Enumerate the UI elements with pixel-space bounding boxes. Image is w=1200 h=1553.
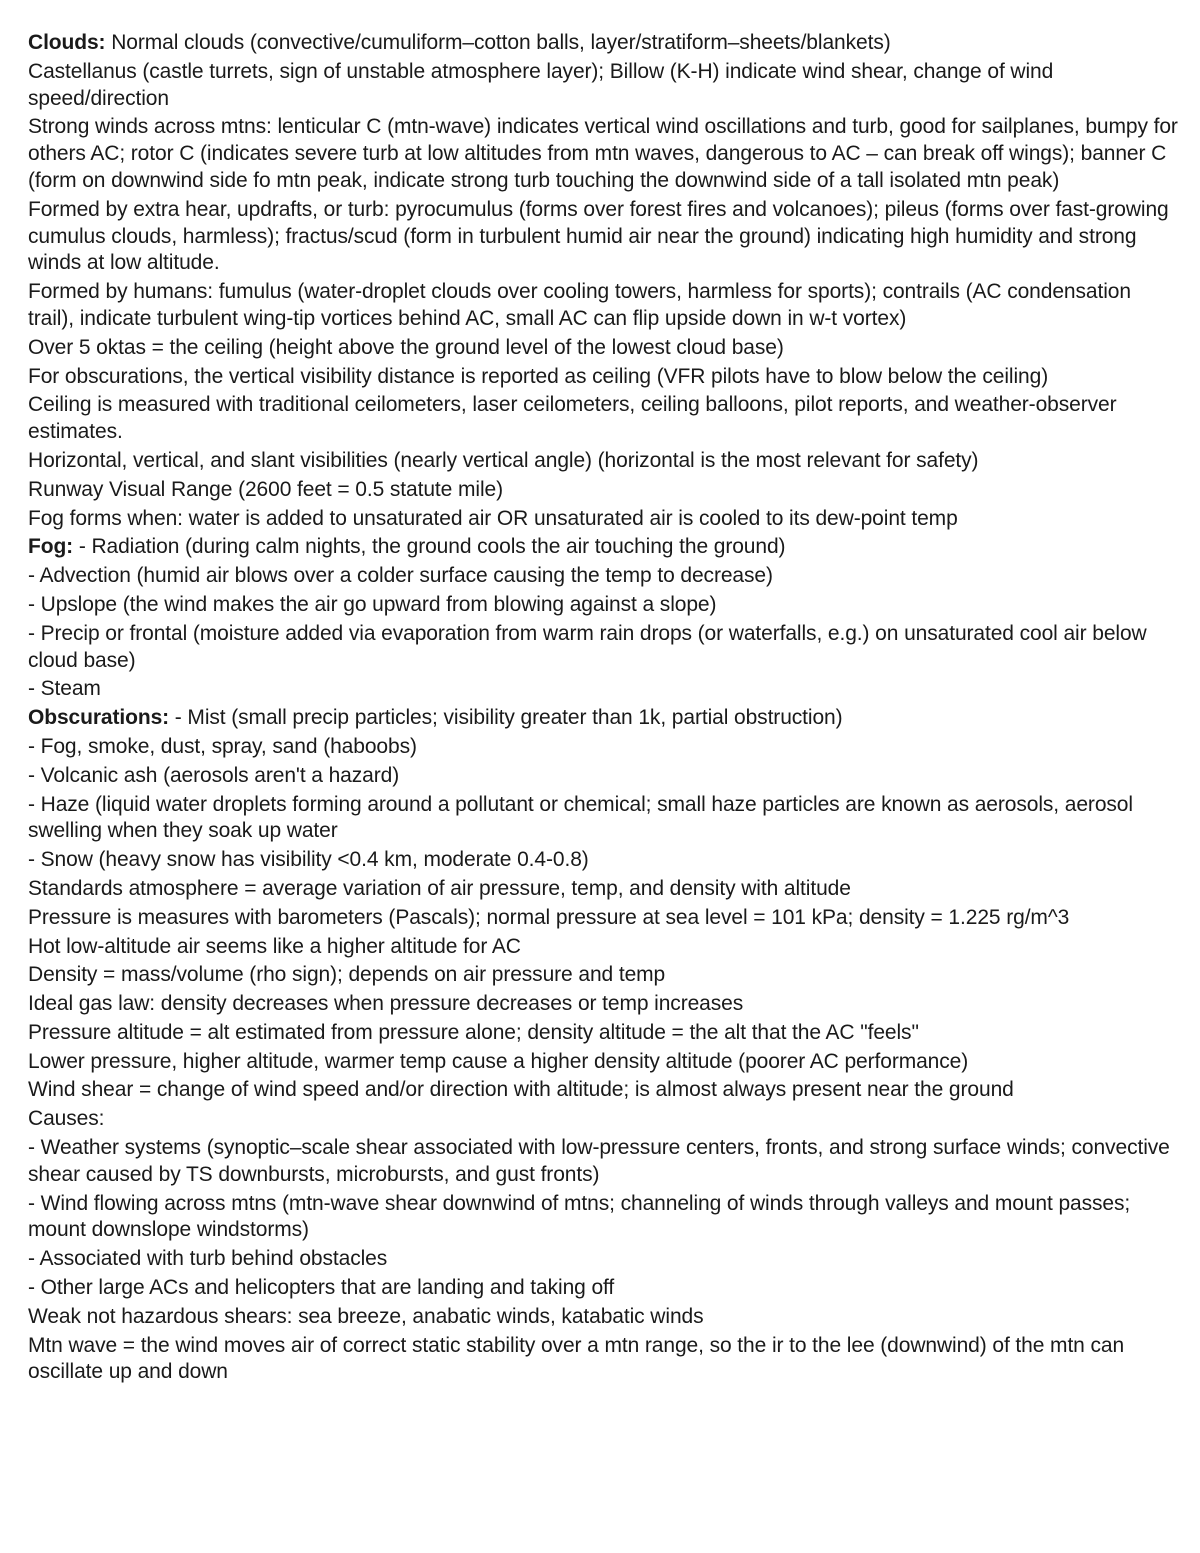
paragraph-text: - Wind flowing across mtns (mtn-wave shear downwind of mtns; channeling of winds through valleys and mount passes; mount downslope windstorms) bbox=[28, 1191, 1131, 1242]
paragraph-text: Standards atmosphere = average variation of air pressure, temp, and density with altitude bbox=[28, 876, 851, 900]
paragraph-text: Lower pressure, higher altitude, warmer temp cause a higher density altitude (poorer AC performance) bbox=[28, 1049, 969, 1073]
list-item bbox=[28, 847, 1178, 874]
paragraph-weak-shears bbox=[28, 1304, 1178, 1331]
paragraph-lower-pressure bbox=[28, 1049, 1178, 1076]
paragraph-text: Mtn wave = the wind moves air of correct static stability over a mtn range, so the ir to the lee (downwind) of the mtn can oscillate up and down bbox=[28, 1333, 1125, 1384]
paragraph-text: Pressure altitude = alt estimated from pressure alone; density altitude = the alt that the AC "feels" bbox=[28, 1020, 919, 1044]
section-label-clouds: Clouds: bbox=[28, 31, 106, 54]
paragraph-text: Fog forms when: water is added to unsaturated air OR unsaturated air is cooled to its dew-point temp bbox=[28, 506, 958, 530]
paragraph-text: - Upslope (the wind makes the air go upward from blowing against a slope) bbox=[28, 592, 717, 616]
paragraph-fog bbox=[28, 534, 1178, 561]
paragraph-text: Formed by humans: fumulus (water-droplet clouds over cooling towers, harmless for sports); contrails (AC condensation trail), indicate turbulent wing-tip vortices behind AC, small AC can flip upside down in w-t vortex) bbox=[28, 280, 1131, 330]
paragraph-text: Formed by extra hear, updrafts, or turb: pyrocumulus (forms over forest fires and volcanoes); pileus (forms over fast-growing cumulus clouds, harmless); fractus/scud (form in turbulent humid air near the ground) indicating high humidity and strong winds at low altitude. bbox=[28, 197, 1169, 275]
paragraph-text: Strong winds across mtns: lenticular C (mtn-wave) indicates vertical wind oscillations and turb, good for sailplanes, bumpy for others AC; rotor C (indicates severe turb at low altitudes from mtn waves, dangerous to AC – can break off wings); banner C (form on downwind side fo mtn peak, indicate strong turb touching the downwind side of a tall isolated mtn peak) bbox=[28, 115, 1178, 192]
list-item bbox=[28, 592, 1178, 619]
paragraph-wind-shear bbox=[28, 1077, 1178, 1104]
paragraph-visibilities bbox=[28, 448, 1178, 475]
paragraph-text: Weak not hazardous shears: sea breeze, anabatic winds, katabatic winds bbox=[28, 1304, 704, 1328]
paragraph-text: Wind shear = change of wind speed and/or direction with altitude; is almost always present near the ground bbox=[28, 1078, 1014, 1102]
list-item bbox=[28, 792, 1178, 846]
paragraph-ideal-gas bbox=[28, 991, 1178, 1018]
paragraph-extra-heat bbox=[28, 197, 1178, 277]
paragraph-causes bbox=[28, 1106, 1178, 1133]
paragraph-text: - Fog, smoke, dust, spray, sand (haboobs) bbox=[28, 734, 417, 758]
paragraph-obscurations bbox=[28, 705, 1178, 732]
document-body bbox=[28, 30, 1178, 1388]
paragraph-text: Ideal gas law: density decreases when pressure decreases or temp increases bbox=[28, 992, 744, 1016]
paragraph-density bbox=[28, 962, 1178, 989]
paragraph-text: - Other large ACs and helicopters that are landing and taking off bbox=[28, 1276, 615, 1300]
section-label-fog: Fog: bbox=[28, 535, 74, 559]
list-item bbox=[28, 621, 1178, 675]
paragraph-text: Pressure is measures with barometers (Pascals); normal pressure at sea level = 101 kPa; density = 1.225 rg/m^3 bbox=[28, 905, 1070, 929]
paragraph-obscurations-ceiling bbox=[28, 364, 1178, 391]
paragraph-text: - Advection (humid air blows over a colder surface causing the temp to decrease) bbox=[28, 564, 773, 588]
list-item bbox=[28, 734, 1178, 761]
paragraph-fog-forms bbox=[28, 506, 1178, 533]
list-item bbox=[28, 1275, 1178, 1302]
paragraph-text: - Associated with turb behind obstacles bbox=[28, 1247, 388, 1271]
paragraph-hot-air bbox=[28, 934, 1178, 961]
paragraph-text: - Steam bbox=[28, 677, 101, 701]
paragraph-mtn-wave bbox=[28, 1333, 1178, 1387]
paragraph-pressure-measured bbox=[28, 905, 1178, 932]
list-item bbox=[28, 676, 1178, 703]
list-item bbox=[28, 763, 1178, 790]
paragraph-text: - Weather systems (synoptic–scale shear associated with low-pressure centers, fronts, and strong surface winds; convective shear caused by TS downbursts, microbursts, and gust fronts) bbox=[28, 1136, 1170, 1186]
paragraph-text: Ceiling is measured with traditional ceilometers, laser ceilometers, ceiling balloons, pilot reports, and weather-observer estimates. bbox=[28, 393, 1117, 444]
paragraph-text: - Volcanic ash (aerosols aren't a hazard) bbox=[28, 763, 400, 787]
paragraph-text: For obscurations, the vertical visibility distance is reported as ceiling (VFR pilots have to blow below the ceiling) bbox=[28, 364, 1049, 388]
paragraph-text: - Precip or frontal (moisture added via evaporation from warm rain drops (or waterfalls, e.g.) on unsaturated cool air below cloud base) bbox=[28, 621, 1147, 672]
paragraph-text: Castellanus (castle turrets, sign of unstable atmosphere layer); Billow (K-H) indicate wind shear, change of wind speed/direction bbox=[28, 59, 1054, 110]
paragraph-runway-range bbox=[28, 477, 1178, 504]
paragraph-text: Hot low-altitude air seems like a higher altitude for AC bbox=[28, 934, 521, 958]
paragraph-text: - Snow (heavy snow has visibility <0.4 km, moderate 0.4-0.8) bbox=[28, 848, 589, 872]
paragraph-text: Runway Visual Range (2600 feet = 0.5 statute mile) bbox=[28, 477, 503, 501]
paragraph-ceiling-measured bbox=[28, 392, 1178, 446]
paragraph-strong-winds bbox=[28, 114, 1178, 194]
paragraph-text: Causes: bbox=[28, 1107, 105, 1131]
paragraph-castellanus bbox=[28, 59, 1178, 113]
list-item bbox=[28, 1135, 1178, 1189]
paragraph-text: Over 5 oktas = the ceiling (height above the ground level of the lowest cloud base) bbox=[28, 335, 784, 359]
paragraph-clouds bbox=[28, 30, 1178, 57]
paragraph-text: Horizontal, vertical, and slant visibilities (nearly vertical angle) (horizontal is the most relevant for safety) bbox=[28, 448, 979, 472]
list-item bbox=[28, 563, 1178, 590]
paragraph-humans bbox=[28, 279, 1178, 333]
paragraph-pressure-altitude bbox=[28, 1020, 1178, 1047]
paragraph-oktas bbox=[28, 335, 1178, 362]
section-label-obscurations: Obscurations: bbox=[28, 706, 170, 730]
paragraph-text: Density = mass/volume (rho sign); depends on air pressure and temp bbox=[28, 963, 666, 987]
paragraph-text: - Haze (liquid water droplets forming around a pollutant or chemical; small haze particles are known as aerosols, aerosol swelling when they soak up water bbox=[28, 792, 1133, 843]
list-item bbox=[28, 1191, 1178, 1245]
paragraph-text: Normal clouds (convective/cumuliform–cotton balls, layer/stratiform–sheets/blankets) bbox=[105, 31, 891, 54]
paragraph-standard-atmosphere bbox=[28, 876, 1178, 903]
paragraph-text: - Radiation (during calm nights, the ground cools the air touching the ground) bbox=[73, 535, 786, 559]
list-item bbox=[28, 1246, 1178, 1273]
paragraph-text: - Mist (small precip particles; visibility greater than 1k, partial obstruction) bbox=[169, 706, 843, 730]
